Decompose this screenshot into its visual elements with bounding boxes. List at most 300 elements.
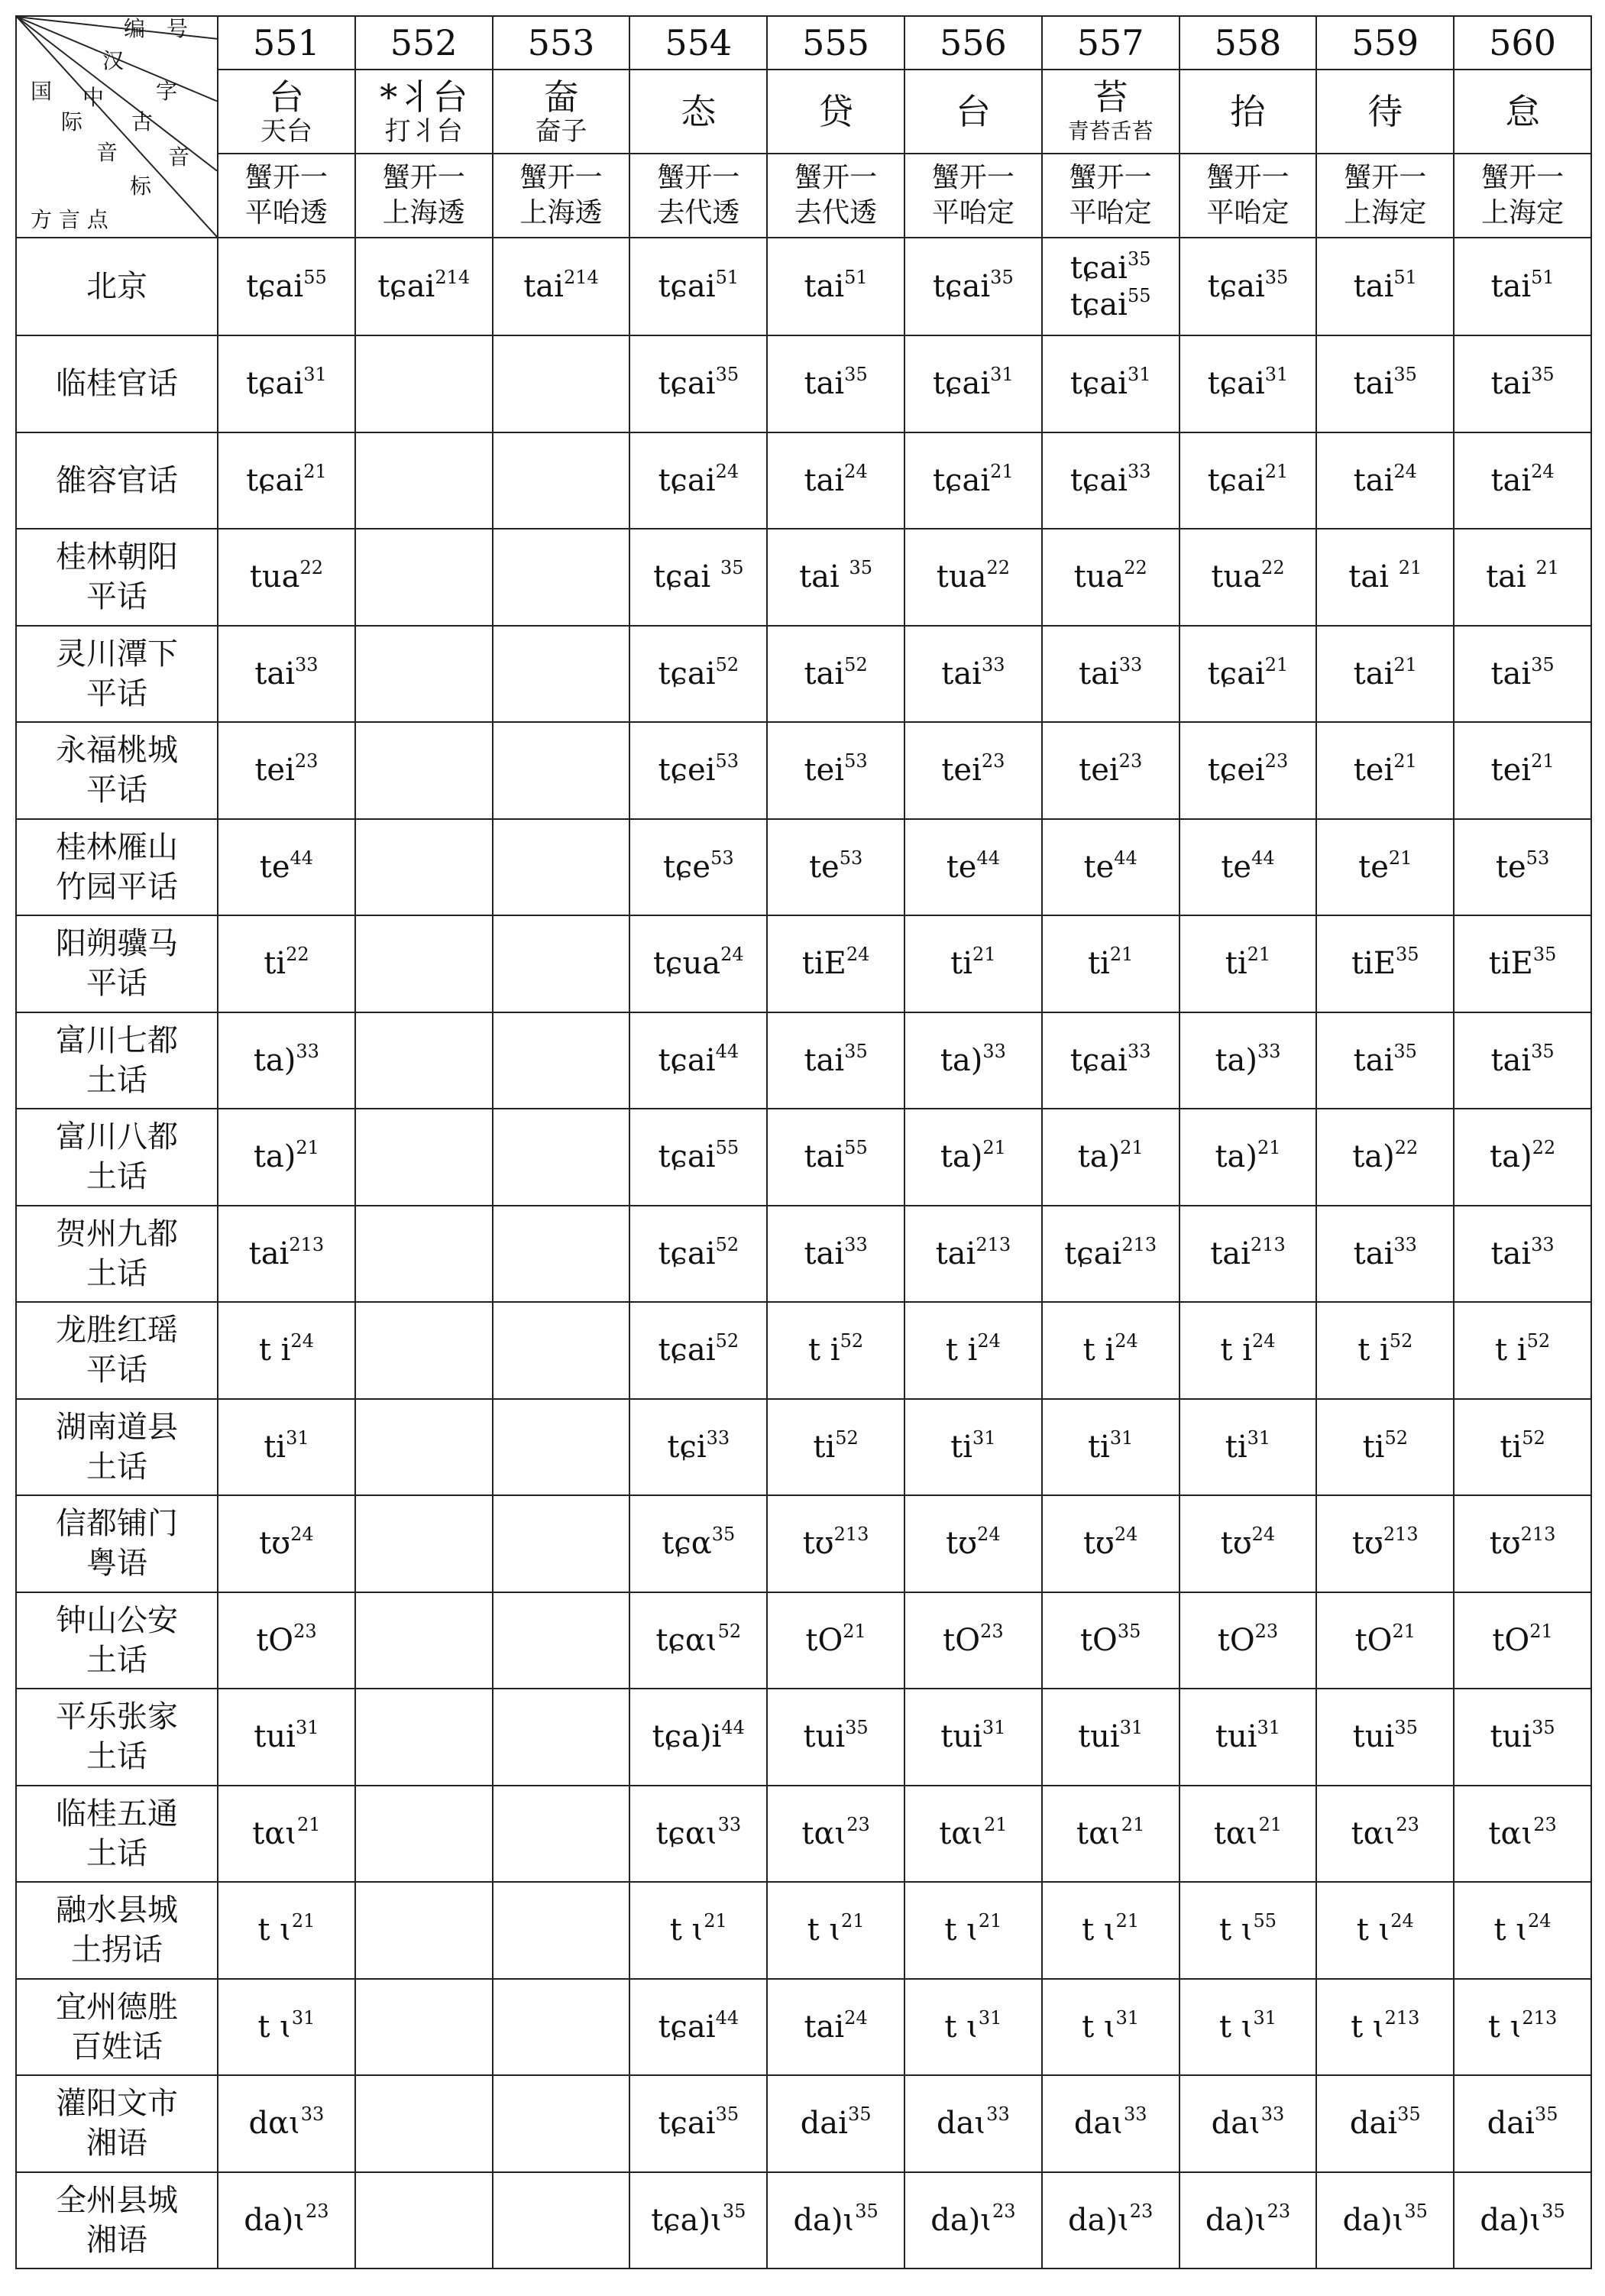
ipa-syllable: tiE: [801, 946, 846, 982]
ipa-syllable: tui: [254, 1719, 296, 1755]
pronunciation-cell: [1316, 1882, 1454, 1979]
pronunciation: [1043, 1332, 1179, 1368]
ipa-syllable: tʊ: [259, 1526, 291, 1562]
tone-value: 33: [1127, 1040, 1151, 1062]
pronunciation: [768, 1718, 904, 1755]
tone-value: 21: [1535, 557, 1560, 579]
pronunciation: [1180, 2202, 1316, 2239]
pronunciation: [768, 1138, 904, 1175]
tone-value: 35: [1117, 1620, 1141, 1642]
column-middle-chinese-mid2: 平咍透: [244, 197, 328, 228]
pronunciation-cell: [767, 915, 904, 1012]
pronunciation-cell: [1454, 1495, 1591, 1592]
pronunciation-cell: [767, 529, 904, 626]
pronunciation-cell: [1042, 915, 1179, 1012]
pronunciation-cell: [1316, 1495, 1454, 1592]
dialect-location-line2: 土话: [86, 1062, 147, 1098]
ipa-syllable: t ɩ: [257, 1912, 292, 1948]
ipa-syllable: tai: [804, 2009, 845, 2045]
tone-value: 21: [1264, 460, 1289, 482]
pronunciation: [1317, 752, 1453, 789]
column-middle-chinese-mid2: 平咍定: [931, 197, 1014, 228]
pronunciation: [768, 653, 904, 692]
dialect-location-line2: 土话: [86, 1835, 147, 1871]
dialect-location-line2: 土话: [86, 1642, 147, 1678]
pronunciation-cell: [218, 238, 355, 335]
tone-value: 21: [843, 1620, 866, 1642]
pronunciation-cell: [1179, 432, 1317, 529]
pronunciation: [1043, 365, 1179, 402]
tone-value: 35: [1542, 2200, 1565, 2222]
tone-value: 35: [722, 2200, 746, 2222]
dialect-location-line2: 土话: [86, 1159, 147, 1195]
table-row: [16, 1592, 1591, 1689]
column-middle-chinese-mid2: 去代透: [657, 197, 740, 228]
pronunciation-cell: [355, 626, 493, 723]
pronunciation-cell: [1454, 915, 1591, 1012]
pronunciation: [1317, 1042, 1453, 1079]
dialect-location-cell: [16, 1689, 218, 1786]
tone-value: 33: [986, 2103, 1010, 2126]
pronunciation: [218, 559, 354, 595]
pronunciation-cell: [904, 335, 1042, 432]
pronunciation: [218, 1138, 354, 1175]
pronunciation-cell: [1179, 335, 1317, 432]
dialect-pronunciation-table: [15, 15, 1592, 2269]
pronunciation-cell: [904, 626, 1042, 723]
dialect-location-line2: 粤语: [86, 1546, 147, 1582]
pronunciation: [1455, 849, 1590, 886]
pronunciation-cell: [767, 2075, 904, 2172]
pronunciation: [1043, 462, 1179, 499]
tone-value: 33: [717, 1813, 742, 1835]
pronunciation: [1317, 559, 1453, 595]
dialect-location-cell: [16, 722, 218, 819]
pronunciation: [768, 752, 904, 789]
column-middle-chinese-cell: [904, 154, 1042, 238]
ipa-syllable: tɕai: [658, 656, 716, 691]
pronunciation-cell: [629, 432, 767, 529]
ipa-syllable: tɕai: [933, 462, 991, 498]
pronunciation-cell: [629, 626, 767, 723]
ipa-syllable: t ɩ: [1218, 2009, 1254, 2045]
ipa-syllable: tai: [804, 366, 845, 402]
pronunciation: [768, 2006, 904, 2045]
table-row: [16, 819, 1591, 916]
tone-value: 23: [1118, 750, 1143, 772]
dialect-location-cell: [16, 1979, 218, 2076]
dialect-location-line1: 湖南道县: [56, 1409, 178, 1445]
pronunciation: [1180, 1138, 1316, 1175]
ipa-syllable: tɕαɩ: [655, 1622, 718, 1658]
pronunciation-cell: [767, 1786, 904, 1883]
tone-value: 213: [1520, 1524, 1556, 1546]
pronunciation: [630, 1235, 766, 1272]
ipa-syllable: tua: [1211, 559, 1262, 595]
dialect-location-cell: [16, 1786, 218, 1883]
pronunciation-cell: [1316, 1592, 1454, 1689]
tone-value: 21: [1393, 653, 1417, 675]
pronunciation: [218, 1718, 354, 1755]
pronunciation-cell: [493, 915, 630, 1012]
pronunciation: [768, 1235, 904, 1272]
pronunciation-cell: [218, 626, 355, 723]
ipa-syllable: tαɩ: [939, 1815, 984, 1851]
pronunciation-cell: [767, 432, 904, 529]
pronunciation: [1317, 2202, 1453, 2239]
ipa-syllable: tai: [1490, 269, 1532, 304]
column-middle-chinese-mid1: 蟹开一: [519, 162, 603, 193]
pronunciation: [1455, 1426, 1590, 1465]
pronunciation-cell: [1042, 432, 1179, 529]
pronunciation: [768, 365, 904, 402]
pronunciation-cell: [1179, 1302, 1317, 1399]
pronunciation: [1455, 1042, 1590, 1079]
corner-label-bianhao: 编 号: [124, 16, 189, 41]
table-row: [16, 335, 1591, 432]
dialect-location-line2: 湘语: [86, 2222, 147, 2258]
column-character: 怠: [1505, 91, 1541, 132]
pronunciation-cell: [767, 1302, 904, 1399]
ipa-syllable: da)ɩ: [793, 2202, 856, 2238]
tone-value: 21: [1264, 653, 1289, 675]
ipa-syllable: t i: [1495, 1333, 1527, 1368]
tone-value: 35: [715, 364, 739, 386]
pronunciation: [1180, 849, 1316, 886]
dialect-location-line1: 钟山公安: [56, 1602, 178, 1638]
pronunciation: [1180, 945, 1316, 982]
ipa-syllable: tαɩ: [1351, 1815, 1396, 1851]
column-middle-chinese-mid1: 蟹开一: [1344, 162, 1427, 193]
pronunciation: [1180, 1042, 1316, 1079]
column-character-cell: [767, 70, 904, 154]
column-middle-chinese-mid2: 上海定: [1344, 197, 1427, 228]
tone-value: 213: [1383, 1524, 1419, 1546]
ipa-syllable: tai: [1348, 559, 1399, 595]
pronunciation-cell: [904, 1979, 1042, 2076]
column-character-cell: [629, 70, 767, 154]
tone-value: 24: [715, 460, 739, 482]
pronunciation-cell: [1042, 1206, 1179, 1303]
ipa-syllable: tɕai: [1207, 656, 1265, 691]
pronunciation-cell: [1454, 1592, 1591, 1689]
pronunciation-cell: [767, 1979, 904, 2076]
pronunciation-cell: [355, 1012, 493, 1109]
ipa-syllable: tui: [1352, 1719, 1395, 1755]
pronunciation-cell: [1042, 2075, 1179, 2172]
pronunciation: [1180, 1718, 1316, 1755]
pronunciation: [630, 849, 766, 886]
pronunciation-cell: [1316, 1689, 1454, 1786]
pronunciation-cell: [218, 529, 355, 626]
corner-label-fangyandian: 方 言 点: [31, 207, 108, 232]
pronunciation-cell: [1179, 1109, 1317, 1206]
ipa-syllable: tʊ: [946, 1526, 978, 1562]
pronunciation-cell: [629, 529, 767, 626]
ipa-syllable: tai: [1353, 462, 1394, 498]
ipa-syllable: tai: [248, 1235, 290, 1271]
ipa-syllable: da)ɩ: [930, 2202, 992, 2238]
tone-value: 55: [303, 267, 327, 288]
pronunciation-cell: [1316, 2172, 1454, 2269]
ipa-syllable: tɕai: [933, 366, 991, 402]
column-character: 台: [955, 91, 991, 132]
pronunciation: [1455, 1332, 1590, 1368]
tone-value: 52: [715, 1330, 739, 1352]
pronunciation: [905, 1332, 1041, 1368]
pronunciation-cell: [767, 238, 904, 335]
ipa-syllable: te: [1221, 849, 1252, 885]
tone-value: 53: [839, 847, 863, 869]
tone-value: 21: [1121, 1813, 1145, 1835]
pronunciation: [1180, 1815, 1316, 1852]
tone-value: 213: [1250, 1233, 1286, 1255]
ipa-syllable: tiE: [1351, 946, 1396, 982]
pronunciation-cell: [1454, 1979, 1591, 2076]
pronunciation-cell: [767, 1495, 904, 1592]
pronunciation: [630, 1138, 766, 1175]
pronunciation-cell: [1316, 1012, 1454, 1109]
pronunciation: [1455, 1525, 1590, 1562]
pronunciation: [905, 1622, 1041, 1659]
tone-value: 23: [1264, 750, 1289, 772]
tone-value: 51: [844, 267, 868, 288]
pronunciation-cell: [355, 2172, 493, 2269]
tone-value: 24: [1251, 1524, 1276, 1546]
column-middle-chinese-mid2: 平咍定: [1069, 197, 1152, 228]
pronunciation-cell: [767, 1109, 904, 1206]
pronunciation-cell: [904, 1206, 1042, 1303]
tone-value: 53: [1526, 847, 1550, 869]
ipa-syllable: tɕai: [1069, 366, 1128, 402]
ipa-syllable: ta): [1215, 1139, 1257, 1175]
column-example-word: 打⺦台: [384, 116, 463, 147]
ipa-syllable: t i: [1357, 1333, 1390, 1368]
pronunciation: [218, 945, 354, 982]
pronunciation-cell: [1042, 529, 1179, 626]
ipa-syllable: tɕai: [658, 2106, 716, 2142]
pronunciation: [630, 559, 766, 595]
table-row: [16, 1206, 1591, 1303]
table-row: [16, 1495, 1591, 1592]
pronunciation-cell: [904, 1302, 1042, 1399]
column-middle-chinese-cell: [1042, 154, 1179, 238]
dialect-location-line1: 北京: [86, 269, 147, 304]
pronunciation: [1455, 559, 1590, 595]
pronunciation-cell: [493, 1882, 630, 1979]
pronunciation: [768, 2202, 904, 2239]
column-number: 556: [904, 16, 1042, 70]
tone-value: 33: [844, 1233, 868, 1255]
ipa-syllable: te: [808, 849, 840, 885]
dialect-location-line1: 临桂五通: [56, 1796, 178, 1831]
pronunciation-cell: [1316, 626, 1454, 723]
pronunciation-cell: [493, 1592, 630, 1689]
pronunciation: [1455, 1718, 1590, 1755]
pronunciation-cell: [355, 1302, 493, 1399]
ipa-syllable: tua: [249, 559, 300, 595]
pronunciation: [768, 2105, 904, 2142]
tone-value: 24: [290, 1524, 314, 1546]
pronunciation-cell: [493, 1495, 630, 1592]
pronunciation: [1043, 1525, 1179, 1562]
tone-value: 22: [299, 557, 324, 579]
table-row: [16, 1302, 1591, 1399]
tone-value: 44: [715, 2006, 739, 2029]
tone-value: 44: [290, 847, 314, 869]
pronunciation-cell: [1179, 1495, 1317, 1592]
pronunciation-cell: [767, 722, 904, 819]
tone-value: 35: [1397, 2103, 1421, 2126]
pronunciation: [905, 2202, 1041, 2239]
pronunciation-cell: [1179, 915, 1317, 1012]
tone-value: 52: [840, 1330, 864, 1352]
pronunciation-cell: [355, 1882, 493, 1979]
ipa-syllable: tui: [1078, 1719, 1120, 1755]
dialect-location-cell: [16, 819, 218, 916]
pronunciation-cell: [767, 1689, 904, 1786]
pronunciation: [218, 1426, 354, 1465]
pronunciation-cell: [218, 1012, 355, 1109]
pronunciation: [218, 653, 354, 692]
pronunciation-cell: [1316, 335, 1454, 432]
pronunciation: [1455, 1912, 1590, 1948]
pronunciation: [1180, 365, 1316, 402]
pronunciation-cell: [629, 722, 767, 819]
tone-value: 22: [1124, 557, 1147, 579]
pronunciation-cell: [1042, 819, 1179, 916]
ipa-syllable: tαɩ: [801, 1815, 847, 1851]
ipa-syllable: tαɩ: [1488, 1815, 1534, 1851]
pronunciation-cell: [1454, 819, 1591, 916]
tone-value: 31: [1257, 1717, 1281, 1739]
pronunciation-cell: [355, 238, 493, 335]
table-row: [16, 238, 1591, 335]
dialect-location-line2: 平话: [86, 1352, 147, 1388]
ipa-syllable: tɕai: [658, 366, 716, 402]
pronunciation-cell: [493, 238, 630, 335]
ipa-syllable: te: [946, 849, 977, 885]
ipa-syllable: dai: [1487, 2106, 1535, 2142]
ipa-syllable: tɕua: [652, 946, 721, 982]
tone-value: 52: [844, 653, 868, 675]
tone-value: 21: [1529, 1620, 1553, 1642]
tone-value: 55: [1127, 285, 1151, 306]
pronunciation: [1043, 1042, 1179, 1079]
ipa-syllable: tO: [1354, 1622, 1393, 1658]
ipa-syllable: tai: [1490, 1235, 1532, 1271]
column-middle-chinese-cell: [1179, 154, 1317, 238]
dialect-location-line1: 宜州德胜: [56, 1989, 178, 2025]
pronunciation-cell: [493, 722, 630, 819]
tone-value: 213: [1522, 2006, 1558, 2029]
pronunciation-cell: [1316, 2075, 1454, 2172]
tone-value: 31: [1109, 1426, 1134, 1449]
dialect-location-cell: [16, 1592, 218, 1689]
pronunciation-cell: [1454, 529, 1591, 626]
tone-value: 35: [855, 2200, 879, 2222]
pronunciation-cell: [355, 1689, 493, 1786]
pronunciation-cell: [493, 626, 630, 723]
ipa-syllable: tai: [1490, 366, 1532, 402]
pronunciation: [1455, 1138, 1590, 1175]
column-number: 555: [767, 16, 904, 70]
column-character-cell: [493, 70, 630, 154]
column-middle-chinese-cell: [355, 154, 493, 238]
tone-value: 33: [1260, 2103, 1285, 2126]
ipa-syllable: tɕai: [1207, 269, 1265, 304]
pronunciation: [218, 268, 354, 305]
pronunciation-cell: [1179, 1689, 1317, 1786]
tone-value: 31: [982, 1717, 1006, 1739]
pronunciation-cell: [1454, 1012, 1591, 1109]
column-character: 台: [268, 76, 304, 118]
ipa-syllable: t ɩ: [1487, 2009, 1522, 2045]
pronunciation: [1180, 2105, 1316, 2142]
pronunciation: [630, 1718, 766, 1755]
tone-value: 23: [992, 2200, 1016, 2222]
ipa-syllable: da)ɩ: [244, 2202, 306, 2238]
dialect-location-line1: 灵川潭下: [56, 636, 178, 672]
pronunciation-cell: [355, 1979, 493, 2076]
ipa-syllable: tai: [1486, 559, 1536, 595]
dialect-location-line2: 百姓话: [71, 2029, 163, 2064]
tone-value: 22: [986, 557, 1010, 579]
ipa-syllable: tɕe: [662, 849, 711, 885]
pronunciation: [1317, 653, 1453, 692]
ipa-syllable: tai: [804, 1042, 845, 1078]
corner-label-guo: 国: [31, 79, 53, 104]
ipa-syllable: t ɩ: [1218, 1912, 1254, 1948]
dialect-location-line1: 全州县城: [56, 2182, 178, 2218]
pronunciation: [905, 2105, 1041, 2142]
pronunciation-cell: [1316, 1786, 1454, 1883]
pronunciation: [768, 1042, 904, 1079]
pronunciation-cell: [493, 335, 630, 432]
ipa-syllable: tɕai: [246, 269, 304, 304]
tone-value: 213: [833, 1524, 869, 1546]
tone-value: 55: [1253, 1910, 1277, 1932]
tone-value: 21: [1258, 1813, 1283, 1835]
ipa-syllable: ta): [253, 1139, 296, 1175]
pronunciation-cell: [629, 2172, 767, 2269]
tone-value: 23: [293, 1620, 317, 1642]
ipa-syllable: tɕi: [667, 1429, 707, 1465]
corner-label-zi: 字: [156, 79, 178, 104]
tone-value: 21: [972, 944, 996, 966]
pronunciation-cell: [493, 1206, 630, 1303]
pronunciation-cell: [355, 1109, 493, 1206]
tone-value: 21: [990, 460, 1014, 482]
pronunciation-cell: [1179, 1399, 1317, 1496]
table-row: [16, 1109, 1591, 1206]
corner-label-yin2: 音: [168, 144, 190, 170]
pronunciation-cell: [904, 1592, 1042, 1689]
tone-value: 33: [300, 2103, 325, 2126]
pronunciation-cell: [493, 819, 630, 916]
pronunciation-cell: [629, 1302, 767, 1399]
column-character-cell: [904, 70, 1042, 154]
column-middle-chinese-cell: [629, 154, 767, 238]
pronunciation-cell: [629, 819, 767, 916]
pronunciation: [630, 1912, 766, 1948]
pronunciation-cell: [1316, 1109, 1454, 1206]
pronunciation: [768, 462, 904, 499]
column-middle-chinese-mid1: 蟹开一: [382, 162, 465, 193]
pronunciation-cell: [355, 1495, 493, 1592]
ipa-syllable: ti: [813, 1429, 836, 1465]
tone-value: 33: [1127, 460, 1151, 482]
